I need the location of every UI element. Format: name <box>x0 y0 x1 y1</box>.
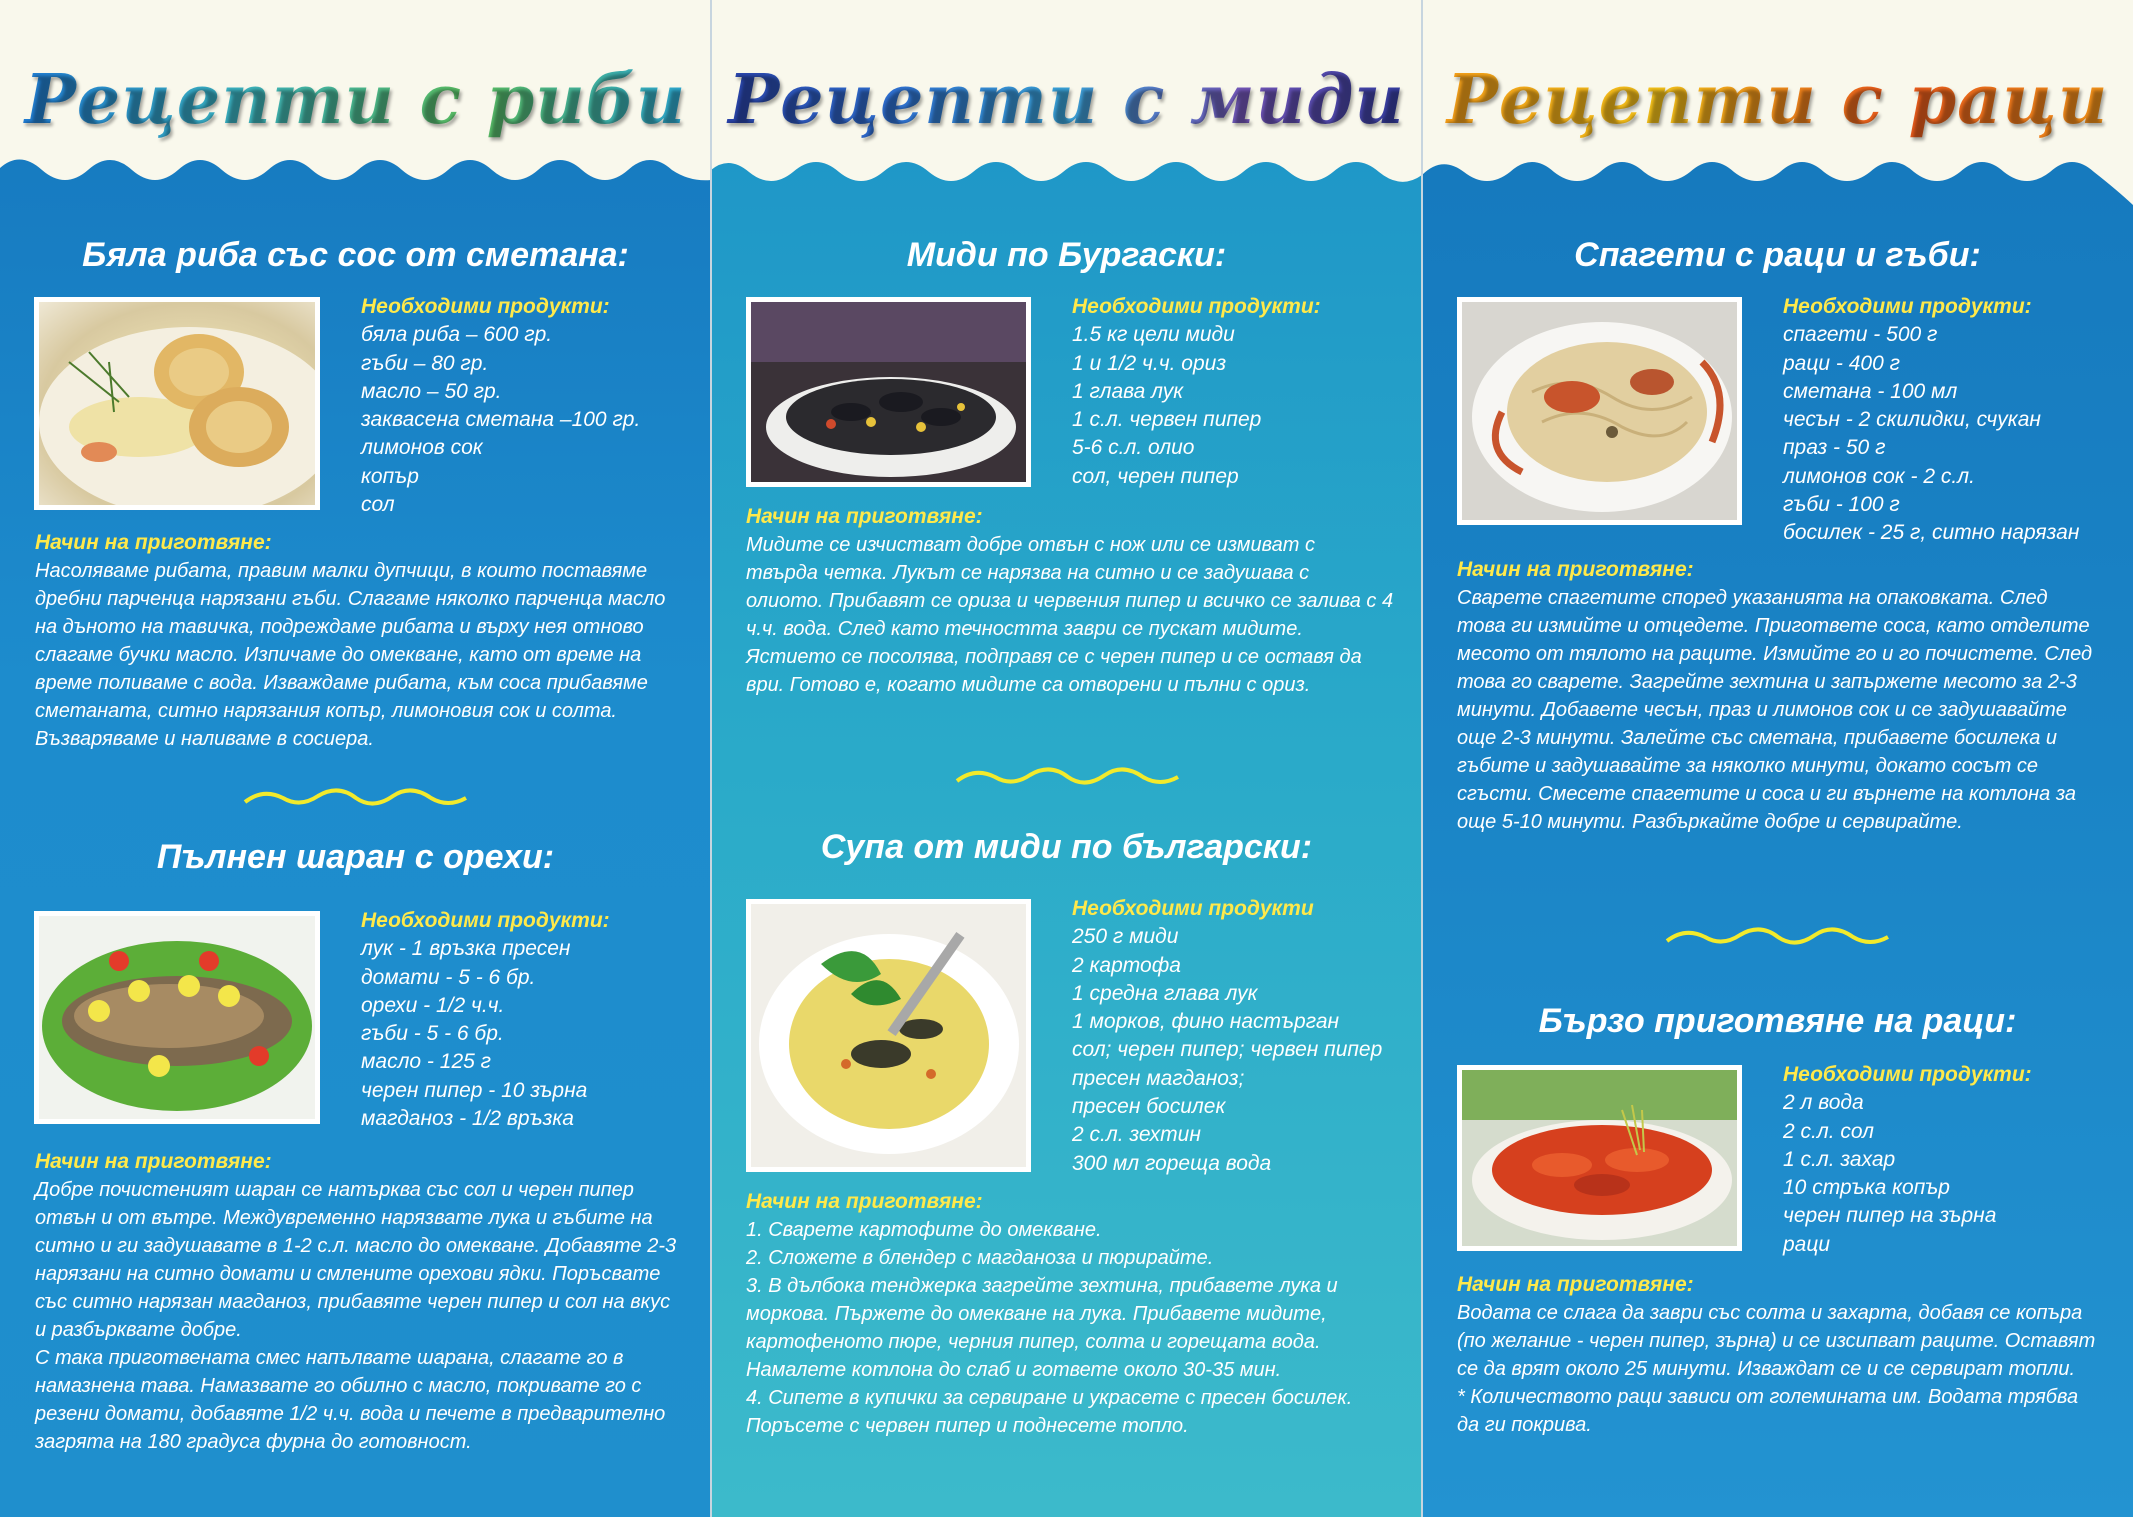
ingredient-item: масло - 125 г <box>361 1050 491 1074</box>
ingredients-list <box>1072 895 1382 1178</box>
ingredient-item: 2 с.л. зехтин <box>1072 1123 1201 1147</box>
ingredient-item: 2 картофа <box>1072 953 1181 977</box>
method-line: време поливаме с вода. Изваждаме рибата, към соса прибавяме <box>35 672 648 694</box>
ingredient-item: чесън - 2 скилидки, счукан <box>1783 408 2041 432</box>
method-line: сгъсти. Смесете спагетите и соса и ги върнете на котлона за <box>1457 783 2077 805</box>
ingredient-item: 1 средна глава лук <box>1072 981 1258 1005</box>
method-line: още 2-3 минути. Залейте със сметана, прибавете босилека и <box>1457 727 2058 749</box>
ingredients-label: Необходими продукти <box>1072 897 1314 920</box>
method-line: моркова. Пържете до омекване на лука. Прибавете мидите, <box>746 1303 1327 1325</box>
method-line: С така приготвената смес напълвате шарана, слагате го в <box>35 1347 624 1369</box>
method-line: резени домати, добавяте 1/2 ч.ч. вода и печете в предварително <box>35 1403 666 1425</box>
method-line: Поръсете с червен пипер и поднесете топло. <box>746 1415 1189 1437</box>
method-line: се да врят около 25 минути. Изваждат се и се сервират топли. <box>1457 1358 2076 1380</box>
ingredients-list <box>1072 293 1321 491</box>
ingredient-item: раци - 400 г <box>1783 351 1900 375</box>
method-line: Възваряваме и наливаме в сосиера. <box>35 728 374 750</box>
method-line: Водата се слага да заври със солта и захарта, добавя се копъра <box>1457 1302 2083 1324</box>
ingredient-item: пресен магданоз; <box>1072 1066 1245 1090</box>
ingredient-item: 10 стръка копър <box>1783 1176 1950 1200</box>
ingredients-label: Необходими продукти: <box>1783 295 2032 318</box>
ingredients-list <box>1783 293 2079 548</box>
ingredient-item: сметана - 100 мл <box>1783 379 1958 403</box>
ingredient-item: лук - 1 връзка пресен <box>361 937 571 961</box>
ingredient-item: гъби - 5 - 6 бр. <box>361 1022 504 1046</box>
method-line: Насоляваме рибата, правим малки дупчици, в които поставяме <box>35 560 648 582</box>
ingredient-item: 1.5 кг цели миди <box>1072 323 1235 347</box>
method-line: 3. В дълбока тенджерка загрейте зехтина, прибавете лука и <box>746 1275 1338 1297</box>
ingredient-item: 2 л вода <box>1783 1091 1864 1115</box>
method-line: и разбърквате добре. <box>35 1319 242 1341</box>
method-block <box>1457 1271 2107 1439</box>
method-line: ч.ч. вода. След като течността заври се пускат мидите. <box>746 618 1303 640</box>
ingredients-label: Необходими продукти: <box>1072 295 1321 318</box>
recipe-title: Миди по Бургаски: <box>906 236 1227 274</box>
method-line: със ситно нарязан магданоз, прибавяте черен пипер и сол на вкус <box>35 1291 671 1313</box>
panel-fish <box>0 0 711 1517</box>
method-line: още 5-10 минути. Разбъркайте добре и сервирайте. <box>1457 811 1963 833</box>
method-line: на дъното на тавичка, подреждаме рибата и върху нея отново <box>35 616 644 638</box>
method-block <box>746 1188 1396 1440</box>
method-line: месото от тялото на раците. Измийте го и го почистете. След <box>1457 643 2093 665</box>
ingredient-item: бяла риба – 600 гр. <box>361 323 553 347</box>
fold-line <box>710 0 712 1517</box>
panel-heading: Рецепти с миди <box>711 60 1422 140</box>
method-label: Начин на приготвяне: <box>746 505 983 528</box>
panel-heading: Рецепти с риби <box>0 60 711 140</box>
wave-divider-icon <box>955 763 1180 793</box>
method-line: намазнена тава. Намазвате го обилно с масло, покривате го с <box>35 1375 642 1397</box>
ingredient-item: 250 г миди <box>1072 925 1179 949</box>
ingredient-item: босилек - 25 г, ситно нарязан <box>1783 521 2080 545</box>
method-line: картофеното пюре, черния пипер, солта и горещата вода. <box>746 1331 1321 1353</box>
ingredients-label: Необходими продукти: <box>361 295 610 318</box>
method-line: ситно и ги задушавате в 1-2 с.л. масло до омекване. Добавяте 2-3 <box>35 1235 677 1257</box>
ingredient-item: лимонов сок <box>361 436 483 460</box>
wave-divider-icon <box>243 784 468 814</box>
method-line: олиото. Прибавят се ориза и червения пипер и всичко се залива с 4 <box>746 590 1394 612</box>
fish-dish-photo <box>34 297 320 510</box>
ingredient-item: лимонов сок - 2 с.л. <box>1783 464 1975 488</box>
mussel-soup-photo <box>746 899 1031 1172</box>
crab-spaghetti-photo <box>1457 297 1742 525</box>
recipe-title: Бяла риба със сос от сметана: <box>82 236 629 274</box>
method-line: (по желание - черен пипер, зърна) и се изсипват раците. Оставят <box>1457 1330 2096 1352</box>
ingredient-item: черен пипер - 10 зърна <box>361 1078 588 1102</box>
ingredient-item: 2 с.л. сол <box>1783 1119 1874 1143</box>
method-line: Мидите се изчистват добре отвън с нож или се измиват с <box>746 534 1315 556</box>
mussels-plate-photo <box>746 297 1031 487</box>
ingredient-item: праз - 50 г <box>1783 436 1886 460</box>
ingredient-item: сол; черен пипер; червен пипер <box>1072 1038 1383 1062</box>
recipe-title: Пълнен шаран с орехи: <box>156 838 555 876</box>
panel-crayfish <box>1422 0 2133 1517</box>
method-label: Начин на приготвяне: <box>1457 1273 1694 1296</box>
method-label: Начин на приготвяне: <box>35 1150 272 1173</box>
recipe-title: Спагети с раци и гъби: <box>1574 236 1981 274</box>
method-line: твърда четка. Лукът се нарязва на ситно и се задушава с <box>746 562 1310 584</box>
ingredient-item: сол <box>361 493 395 517</box>
ingredient-item: орехи - 1/2 ч.ч. <box>361 993 505 1017</box>
method-block <box>35 529 685 753</box>
ingredients-list <box>361 907 610 1133</box>
stuffed-carp-photo <box>34 911 320 1124</box>
method-block <box>1457 556 2107 836</box>
method-label: Начин на приготвяне: <box>1457 558 1694 581</box>
method-block <box>746 503 1396 699</box>
ingredient-item: гъби - 100 г <box>1783 493 1900 517</box>
method-line: това го сварете. Загрейте зехтина и запържете месото за 2-3 <box>1457 671 2077 693</box>
recipe-title: Супа от миди по български: <box>820 828 1313 866</box>
ingredient-item: 300 мл гореща вода <box>1072 1151 1272 1175</box>
method-line: минути. Добавете чесън, праз и лимонов сок и се задушавайте <box>1457 699 2067 721</box>
method-line: Намалете котлона до слаб и гответе около 30-35 мин. <box>746 1359 1282 1381</box>
wave-divider-icon <box>1665 923 1890 953</box>
method-line: нарязани на ситно домати и смлените орехови ядки. Поръсвате <box>35 1263 661 1285</box>
ingredient-item: 1 морков, фино настърган <box>1072 1010 1340 1034</box>
method-line: 1. Сварете картофите до омекване. <box>746 1219 1102 1241</box>
ingredient-item: 5-6 с.л. олио <box>1072 436 1195 460</box>
ingredient-item: масло – 50 гр. <box>361 379 502 403</box>
method-line: това ги измийте и отцедете. Пригответе соса, като отделите <box>1457 615 2090 637</box>
method-line: загрята на 180 градуса фурна до готовност. <box>35 1431 472 1453</box>
method-line: * Количеството раци зависи от големината им. Водата трябва <box>1457 1386 2079 1408</box>
method-block <box>35 1148 685 1456</box>
method-line: 2. Сложете в блендер с магданоза и пюрирайте. <box>746 1247 1214 1269</box>
ingredients-label: Необходими продукти: <box>1783 1063 2032 1086</box>
ingredient-item: 1 глава лук <box>1072 379 1184 403</box>
method-label: Начин на приготвяне: <box>746 1190 983 1213</box>
method-line: отвън и от вътре. Междувременно нарязвате лука и гъбите на <box>35 1207 653 1229</box>
ingredient-item: раци <box>1783 1232 1831 1256</box>
ingredient-item: домати - 5 - 6 бр. <box>361 965 536 989</box>
ingredient-item: сол, черен пипер <box>1072 464 1239 488</box>
ingredient-item: черен пипер на зърна <box>1783 1204 1997 1228</box>
method-label: Начин на приготвяне: <box>35 531 272 554</box>
fold-line <box>1421 0 1423 1517</box>
method-line: слагаме бучки масло. Изпичаме до омекване, като от време на <box>35 644 642 666</box>
ingredient-item: гъби – 80 гр. <box>361 351 489 375</box>
ingredient-item: магданоз - 1/2 връзка <box>361 1107 574 1131</box>
method-line: сметаната, ситно нарязания копър, лимоновия сок и солта. <box>35 700 617 722</box>
boiled-crayfish-photo <box>1457 1065 1742 1251</box>
method-line: ври. Готово е, когато мидите са отворени и пълни с ориз. <box>746 674 1311 696</box>
ingredient-item: 1 и 1/2 ч.ч. ориз <box>1072 351 1227 375</box>
method-line: дребни парченца нарязани гъби. Слагаме няколко парченца масло <box>35 588 666 610</box>
method-line: Ястието се посолява, подправя се с черен пипер и се оставя да <box>746 646 1362 668</box>
ingredient-item: спагети - 500 г <box>1783 323 1938 347</box>
recipe-title: Бързо приготвяне на раци: <box>1538 1002 2017 1040</box>
ingredient-item: заквасена сметана –100 гр. <box>361 408 641 432</box>
ingredients-label: Необходими продукти: <box>361 909 610 932</box>
ingredient-item: 1 с.л. захар <box>1783 1147 1896 1171</box>
method-line: да ги покрива. <box>1457 1414 1592 1436</box>
method-line: Добре почистеният шаран се натърква със сол и черен пипер <box>35 1179 634 1201</box>
panel-mussels <box>711 0 1422 1517</box>
ingredient-item: копър <box>361 464 419 488</box>
ingredient-item: пресен босилек <box>1072 1095 1226 1119</box>
method-line: гъбите и задушавайте за няколко минути, докато сосът се <box>1457 755 2039 777</box>
ingredient-item: 1 с.л. червен пипер <box>1072 408 1262 432</box>
method-line: 4. Сипете в купички за сервиране и украсете с пресен босилек. <box>746 1387 1353 1409</box>
ingredients-list <box>361 293 640 519</box>
panel-heading: Рецепти с раци <box>1422 60 2133 140</box>
ingredients-list <box>1783 1061 2032 1259</box>
method-line: Сварете спагетите според указанията на опаковката. След <box>1457 587 2048 609</box>
